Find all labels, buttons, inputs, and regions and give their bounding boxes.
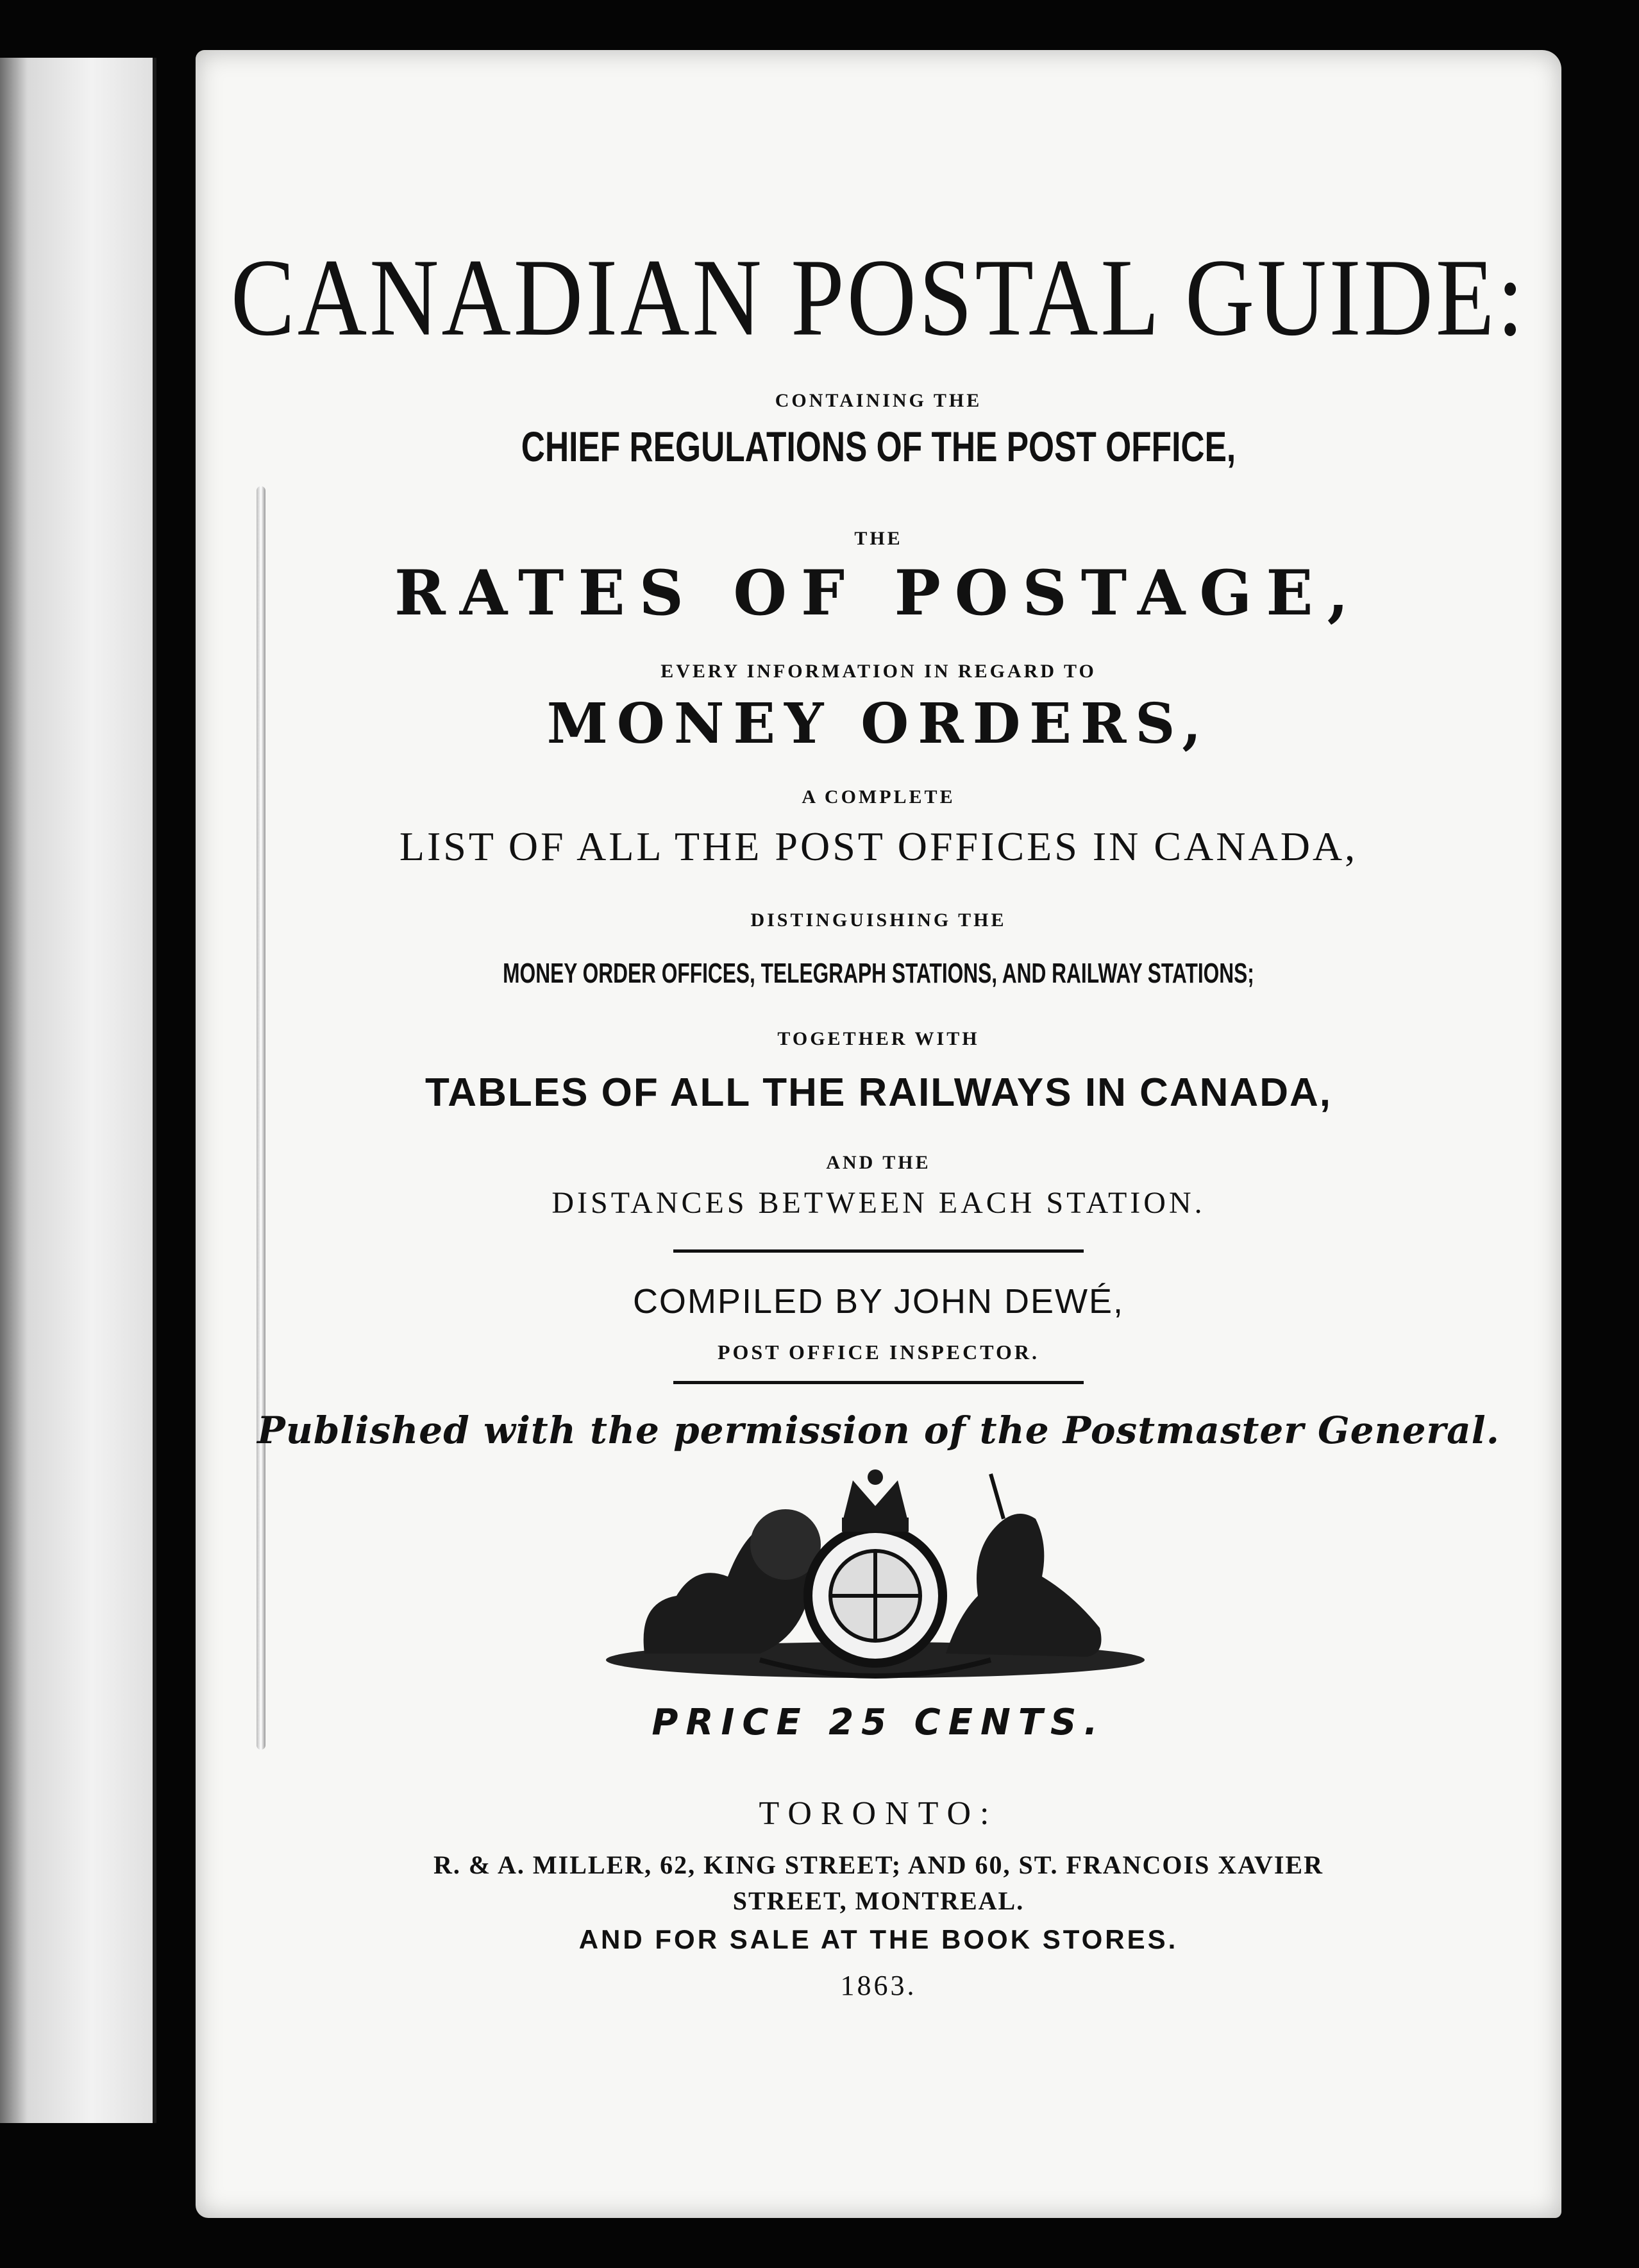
publisher-address-1: R. & A. MILLER, 62, KING STREET; AND 60, ST. FRANCOIS XAVIER [433, 1850, 1324, 1879]
royal-coat-of-arms-icon [600, 1448, 1151, 1692]
divider-rule-1 [673, 1249, 1084, 1253]
rates-heading: RATES OF POSTAGE, [394, 557, 1363, 629]
facing-page-edge [0, 58, 156, 2123]
publisher-address-2: STREET, MONTREAL. [732, 1886, 1025, 1915]
permission-line: Published with the permission of the Postmaster General. [257, 1409, 1500, 1452]
price-line: PRICE 25 CENTS. [651, 1702, 1105, 1743]
distinguishing-text: DISTINGUISHING THE [750, 910, 1007, 931]
divider-rule-2 [673, 1381, 1084, 1384]
offices-stations-text: MONEY ORDER OFFICES, TELEGRAPH STATIONS, AND RAILWAY STATIONS; [503, 958, 1254, 989]
city-heading: TORONTO: [759, 1795, 998, 1832]
complete-text: A COMPLETE [802, 786, 955, 808]
publication-year: 1863. [840, 1970, 917, 2001]
every-information-text: EVERY INFORMATION IN REGARD TO [660, 661, 1097, 682]
title-page [196, 50, 1561, 2218]
money-orders-heading: MONEY ORDERS, [546, 691, 1211, 756]
inspector-title: POST OFFICE INSPECTOR. [717, 1341, 1039, 1364]
the-text-1: THE [854, 528, 903, 549]
distances-heading: DISTANCES BETWEEN EACH STATION. [551, 1186, 1206, 1220]
and-the-text: AND THE [826, 1152, 931, 1173]
together-with-text: TOGETHER WITH [777, 1028, 980, 1049]
page-title: CANADIAN POSTAL GUIDE: [230, 236, 1527, 359]
compiler-line: COMPILED BY JOHN DEWÉ, [632, 1282, 1125, 1321]
containing-text: CONTAINING THE [775, 390, 982, 411]
railway-tables-heading: TABLES OF ALL THE RAILWAYS IN CANADA, [425, 1071, 1332, 1115]
post-offices-list-heading: LIST OF ALL THE POST OFFICES IN CANADA, [399, 824, 1358, 869]
chief-regulations-heading: CHIEF REGULATIONS OF THE POST OFFICE, [521, 423, 1236, 470]
sale-line: AND FOR SALE AT THE BOOK STORES. [578, 1924, 1179, 1954]
